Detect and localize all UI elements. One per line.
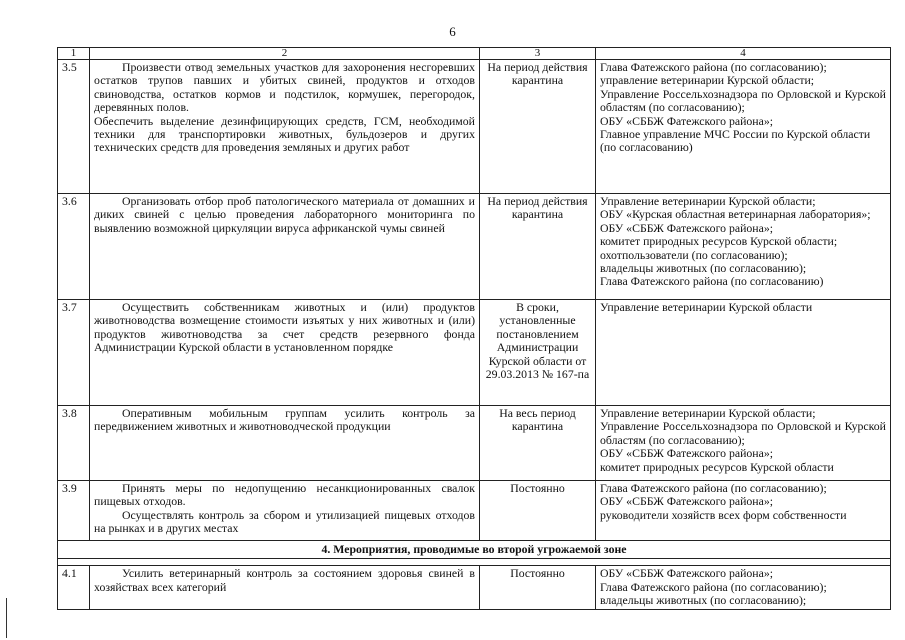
responsible-line: комитет природных ресурсов Курской области;: [600, 234, 838, 249]
responsible-cell: [596, 481, 891, 541]
term-cell: Постоянно: [480, 566, 596, 610]
row-number: 4.1: [58, 566, 90, 610]
header-col-3: 3: [480, 48, 596, 60]
responsible-line: Управление Россельхознадзора по Орловской и Курской областям (по согласованию);: [600, 86, 886, 115]
header-col-2: 2: [90, 48, 480, 60]
measures-table: [57, 47, 891, 610]
responsible-line: комитет природных ресурсов Курской области: [600, 459, 834, 474]
term-cell: В сроки, установленные постановлением Администрации Курской области от 29.03.2013 № 167-па: [480, 300, 596, 406]
action-text: Осуществить собственникам животных и (или) продуктов животноводства возмещение стоимости изъятых у них животных и (или) продуктов животноводства за счет средств резервного фонда Администрации Курской области в установленном порядке: [94, 300, 475, 355]
action-cell: [90, 481, 480, 541]
header-col-1: 1: [58, 48, 90, 60]
header-col-4: 4: [596, 48, 891, 60]
responsible-line: охотпользователи (по согласованию);: [600, 247, 788, 262]
responsible-line: ОБУ «СББЖ Фатежского района»;: [600, 566, 774, 581]
action-text: Усилить ветеринарный контроль за состоянием здоровья свиней в хозяйствах всех категорий: [94, 566, 475, 594]
responsible-line: Глава Фатежского района (по согласованию): [600, 274, 824, 289]
responsible-line: ОБУ «СББЖ Фатежского района»;: [600, 220, 774, 235]
responsible-line: Главное управление МЧС России по Курской области: [600, 127, 871, 142]
responsible-line: ОБУ «СББЖ Фатежского района»;: [600, 446, 774, 461]
responsible-line: ОБУ «СББЖ Фатежского района»;: [600, 494, 774, 509]
row-number: 3.8: [58, 406, 90, 481]
table-row: [58, 406, 891, 481]
action-cell: [90, 406, 480, 481]
action-text: Принять меры по недопущению несанкционированных свалок пищевых отходов.: [94, 481, 475, 509]
action-text: Осуществлять контроль за сбором и утилизацией пищевых отходов на рынках и в других местах: [94, 507, 475, 536]
table-row: [58, 566, 891, 610]
margin-line: [6, 598, 7, 638]
action-cell: [90, 194, 480, 300]
responsible-line: руководители хозяйств всех форм собственности: [600, 507, 847, 522]
responsible-cell: [596, 566, 891, 610]
responsible-line: Управление ветеринарии Курской области;: [600, 194, 816, 208]
table-header-row: [58, 48, 891, 60]
responsible-line: Глава Фатежского района (по согласованию);: [600, 481, 827, 495]
term-cell: На весь период карантина: [480, 406, 596, 481]
responsible-line: Управление Россельхознадзора по Орловской и Курской областям (по согласованию);: [600, 419, 886, 447]
responsible-cell: [596, 300, 891, 406]
action-cell: [90, 300, 480, 406]
term-cell: На период действия карантина: [480, 194, 596, 300]
responsible-line: ОБУ «СББЖ Фатежского района»;: [600, 113, 774, 128]
row-number: 3.9: [58, 481, 90, 541]
row-number: 3.7: [58, 300, 90, 406]
section-header-row: [58, 541, 891, 559]
responsible-line: Управление ветеринарии Курской области: [600, 300, 813, 314]
responsible-cell: [596, 194, 891, 300]
responsible-line: Глава Фатежского района (по согласованию);: [600, 60, 827, 74]
table-row: [58, 194, 891, 300]
responsible-line: Глава Фатежского района (по согласованию);: [600, 579, 827, 594]
responsible-cell: [596, 406, 891, 481]
responsible-cell: [596, 60, 891, 194]
table-row: [58, 300, 891, 406]
table-row: [58, 481, 891, 541]
responsible-line: (по согласованию): [600, 140, 693, 155]
table-row: [58, 60, 891, 194]
row-number: 3.5: [58, 60, 90, 194]
action-text: Произвести отвод земельных участков для захоронения несгоревших остатков трупов павших и убитых свиней, продуктов и отходов свиноводства, остатков кормов и подстилок, кормушек, перегородок, деревянных полов.: [94, 60, 475, 115]
action-text: Обеспечить выделение дезинфицирующих средств, ГСМ, необходимой техники для транспортировки животных, бульдозеров и других технических средств для проведения земляных и других работ: [94, 113, 475, 155]
action-text: Оперативным мобильным группам усилить контроль за передвижением животных и животноводческой продукции: [94, 406, 475, 434]
responsible-line: ОБУ «Курская областная ветеринарная лаборатория»;: [600, 207, 871, 222]
responsible-line: Управление ветеринарии Курской области;: [600, 406, 816, 420]
action-cell: [90, 566, 480, 610]
term-cell: Постоянно: [480, 481, 596, 541]
responsible-line: владельцы животных (по согласованию);: [600, 593, 807, 608]
action-text: Организовать отбор проб патологического материала от домашних и диких свиней с целью проведения лабораторного мониторинга по выявлению возможной циркуляции вируса африканской чумы свиней: [94, 194, 475, 235]
page-number: 6: [449, 24, 456, 39]
section-title: 4. Мероприятия, проводимые во второй угрожаемой зоне: [58, 541, 891, 559]
spacer-row: [58, 559, 891, 566]
term-cell: На период действия карантина: [480, 60, 596, 194]
responsible-line: управление ветеринарии Курской области;: [600, 73, 815, 88]
responsible-line: владельцы животных (по согласованию);: [600, 261, 807, 276]
row-number: 3.6: [58, 194, 90, 300]
action-cell: [90, 60, 480, 194]
